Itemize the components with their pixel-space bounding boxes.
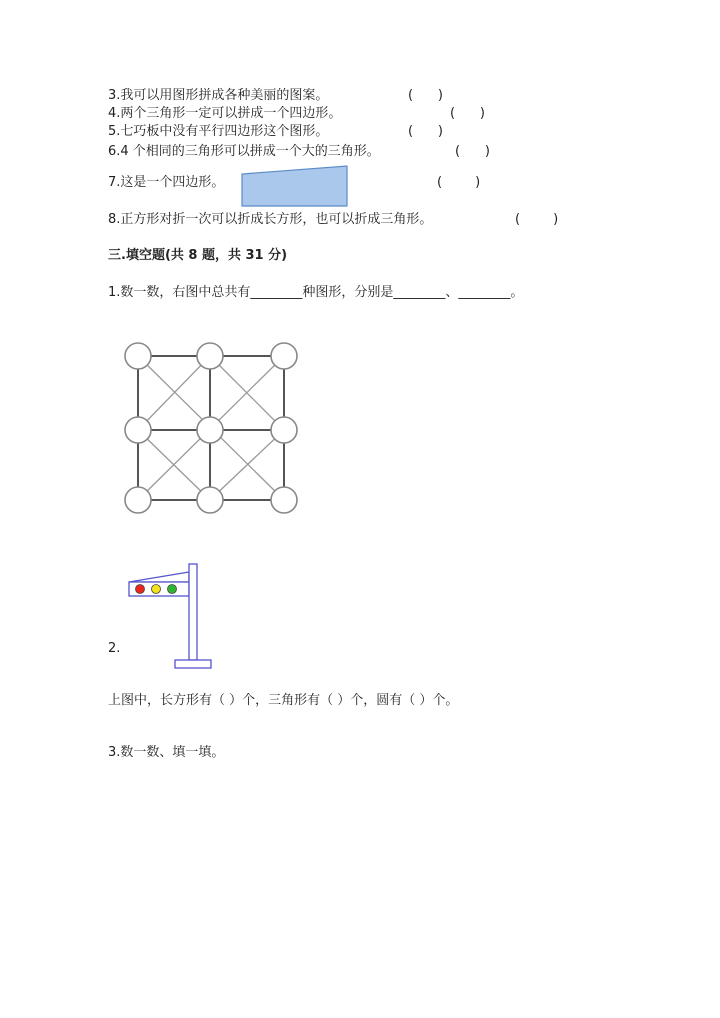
judgment-q8-text: 8.正方形对折一次可以折成长方形，也可以折成三角形。 [108,212,433,227]
grid-circle [271,343,297,369]
judgment-q7-answer-paren[interactable]: ( ) [437,175,481,190]
grid-circle [125,487,151,513]
judgment-q8-answer-paren[interactable]: ( ) [515,212,559,227]
grid-circle [197,343,223,369]
fill-q3-text: 3.数一数、填一填。 [108,745,225,760]
grid-circle [125,417,151,443]
yellow-light-icon [152,585,161,594]
judgment-q4-answer-paren[interactable]: ( ) [450,106,485,121]
grid-circle [197,417,223,443]
fill-q1-text: 1.数一数，右图中总共有________种图形，分别是________、________。 [108,285,524,300]
grid-circle [125,343,151,369]
judgment-q3-text: 3.我可以用图形拼成各种美丽的图案。 [108,88,329,103]
red-light-icon [136,585,145,594]
judgment-q5-text: 5.七巧板中没有平行四边形这个图形。 [108,124,329,139]
grid-circle [271,417,297,443]
section-3-title: 三.填空题(共 8 题，共 31 分) [108,248,288,263]
circle-grid-figure [118,338,318,528]
green-light-icon [168,585,177,594]
judgment-q4-text: 4.两个三角形一定可以拼成一个四边形。 [108,106,342,121]
fill-q2-number: 2. [108,641,121,656]
quadrilateral-figure [240,164,350,208]
fill-q2-text: 上图中，长方形有（ ）个，三角形有（ ）个，圆有（ ）个。 [108,693,459,708]
judgment-q7-text: 7.这是一个四边形。 [108,175,225,190]
judgment-q6-answer-paren[interactable]: ( ) [455,144,490,159]
traffic-signal-figure [127,562,217,672]
judgment-q6-text: 6.4 个相同的三角形可以拼成一个大的三角形。 [108,144,380,159]
judgment-q3-answer-paren[interactable]: ( ) [408,88,443,103]
grid-circle [197,487,223,513]
judgment-q5-answer-paren[interactable]: ( ) [408,124,443,139]
grid-circle [271,487,297,513]
